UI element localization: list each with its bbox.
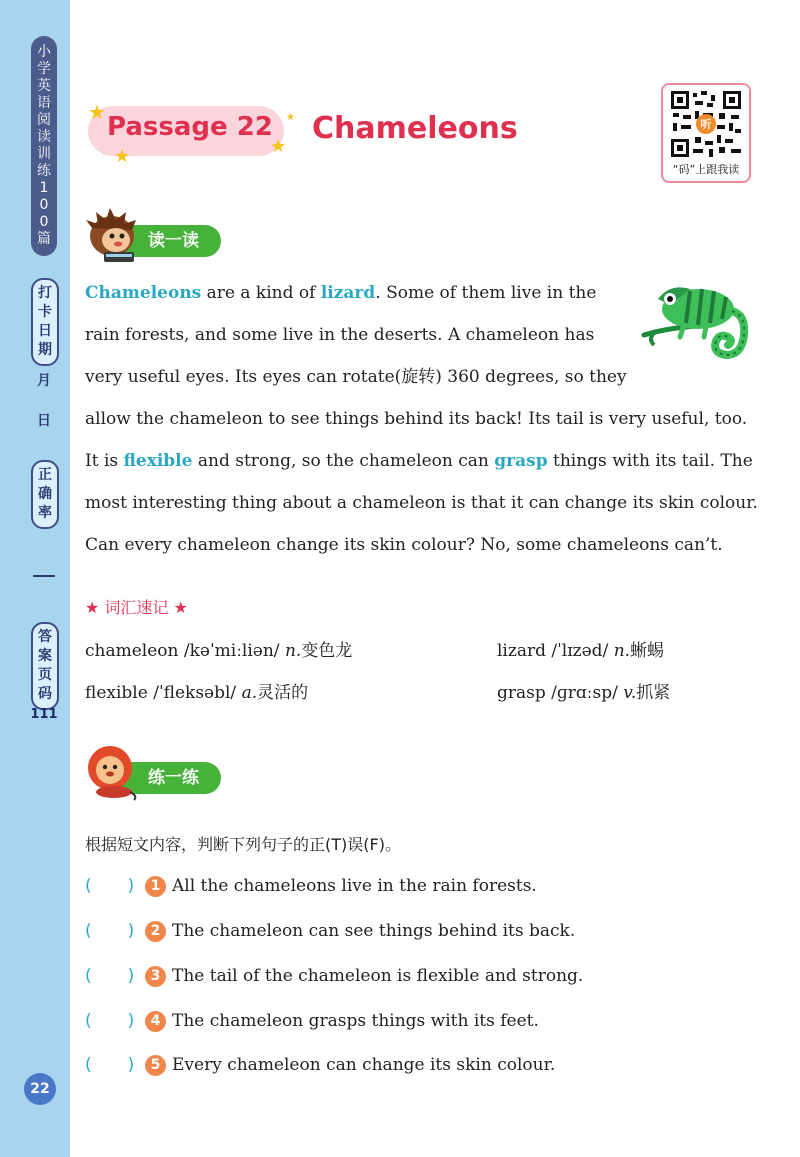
answer-blank[interactable] — [85, 921, 145, 941]
checkin-label-char: 日 — [38, 323, 52, 339]
vocab-phonetic: /kəˈmiːliən/ — [183, 641, 280, 661]
passage-line — [85, 314, 765, 356]
passage-line — [85, 482, 765, 524]
question-text: The tail of the chameleon is flexible and strong. — [172, 966, 584, 986]
passage-line — [85, 440, 765, 482]
series-title-char: 篇 — [37, 231, 51, 247]
answer-page-label-char: 码 — [38, 686, 52, 702]
practice-instruction: 根据短文内容，判断下列句子的正(T)误(F)。 — [85, 835, 401, 854]
hedgehog-reading-icon — [84, 206, 140, 266]
passage-segment: most interesting thing about a chameleon is that it can change its skin colour. — [85, 493, 758, 513]
question-number: 1 — [145, 876, 166, 897]
accuracy-label-char: 确 — [38, 486, 52, 502]
vocab-phonetic: /ˈfleksəbl/ — [153, 683, 237, 703]
paren-close: ) — [127, 966, 135, 986]
question-item — [85, 876, 537, 904]
qr-code[interactable] — [661, 83, 751, 183]
paren-open: ( — [85, 966, 92, 986]
star-icon: ★ — [286, 112, 295, 123]
answer-page-label-char: 案 — [38, 648, 52, 664]
series-title-char: 0 — [39, 197, 49, 213]
question-text: All the chameleons live in the rain forests. — [172, 876, 537, 896]
checkin-date-label — [31, 278, 59, 366]
question-text: The chameleon can see things behind its back. — [172, 921, 576, 941]
passage-line — [85, 272, 765, 314]
passage-segment: rain forests, and some live in the deserts. A chameleon has — [85, 325, 595, 345]
question-text: Every chameleon can change its skin colour. — [172, 1055, 556, 1075]
page-number: 22 — [24, 1073, 56, 1105]
practice-section-label-text: 练一练 — [148, 768, 199, 788]
answer-blank[interactable] — [85, 966, 145, 986]
passage-segment: . Some of them live in the — [375, 283, 597, 303]
accuracy-blank — [33, 575, 55, 577]
passage-line — [85, 524, 765, 566]
series-title-char: 训 — [37, 146, 51, 162]
vocab-item — [497, 678, 670, 703]
answer-page-label-char: 答 — [38, 629, 52, 645]
checkin-label-char: 打 — [38, 285, 52, 301]
vocab-phonetic: /ˈlɪzəd/ — [551, 641, 609, 661]
answer-page-label — [31, 622, 59, 710]
passage-segment: are a kind of — [201, 283, 321, 303]
vocab-pos: n. — [284, 641, 302, 661]
question-number: 4 — [145, 1011, 166, 1032]
keyword: flexible — [123, 451, 193, 471]
accuracy-label — [31, 460, 59, 529]
sidebar-scallop-edge — [58, 0, 82, 1157]
vocab-word: flexible — [85, 683, 148, 703]
paren-close: ) — [127, 1011, 135, 1031]
paren-close: ) — [127, 921, 135, 941]
series-title-char: 英 — [37, 78, 51, 94]
passage-segment: allow the chameleon to see things behind its back! Its tail is very useful, too. — [85, 409, 748, 429]
vocab-item — [85, 678, 308, 703]
paren-close: ) — [127, 1055, 135, 1075]
qr-label: “码”上跟我读 — [672, 163, 740, 176]
answer-blank[interactable] — [85, 1011, 145, 1031]
series-title — [31, 36, 57, 256]
answer-page-number: 111 — [30, 707, 58, 722]
accuracy-label-char: 正 — [38, 467, 52, 483]
star-icon: ★ — [270, 136, 287, 157]
answer-blank[interactable] — [85, 876, 145, 896]
vocab-item — [85, 636, 352, 661]
vocab-word: lizard — [497, 641, 546, 661]
passage-line — [85, 398, 765, 440]
series-title-char: 练 — [37, 163, 51, 179]
passage-segment: and strong, so the chameleon can — [192, 451, 495, 471]
keyword: lizard — [320, 283, 376, 303]
month-label: 月 — [37, 373, 51, 389]
passage-segment: Can every chameleon change its skin colour? No, some chameleons can’t. — [85, 535, 723, 555]
question-item — [85, 966, 583, 994]
question-number: 3 — [145, 966, 166, 987]
star-icon: ★ — [114, 146, 131, 167]
keyword: Chameleons — [85, 283, 202, 303]
series-title-char: 读 — [37, 129, 51, 145]
lion-mascot-icon — [84, 740, 140, 802]
keyword: grasp — [494, 451, 548, 471]
vocab-meaning: 灵活的 — [257, 683, 309, 703]
vocab-meaning: 抓紧 — [636, 683, 671, 703]
read-section-label-text: 读一读 — [148, 231, 199, 251]
answer-blank[interactable] — [85, 1055, 145, 1075]
series-title-char: 语 — [37, 95, 51, 111]
passage-text — [85, 272, 765, 566]
question-item — [85, 1011, 539, 1039]
checkin-label-char: 卡 — [38, 304, 52, 320]
series-title-char: 小 — [37, 44, 51, 60]
vocab-pos: v. — [623, 683, 637, 703]
question-text: The chameleon grasps things with its feet. — [172, 1011, 539, 1031]
vocab-meaning: 变色龙 — [301, 641, 353, 661]
vocab-pos: n. — [613, 641, 631, 661]
answer-page-label-char: 页 — [38, 667, 52, 683]
vocab-pos: a. — [241, 683, 258, 703]
series-title-char: 1 — [39, 180, 49, 196]
vocab-item — [497, 636, 664, 661]
vocab-meaning: 蜥蜴 — [630, 641, 665, 661]
question-item — [85, 921, 575, 949]
passage-line — [85, 356, 765, 398]
accuracy-label-char: 率 — [38, 505, 52, 521]
passage-segment: It is — [85, 451, 124, 471]
paren-close: ) — [127, 876, 135, 896]
passage-label: Passage 22 — [107, 112, 273, 142]
question-number: 2 — [145, 921, 166, 942]
series-title-char: 阅 — [37, 112, 51, 128]
star-icon: ★ — [88, 100, 106, 124]
vocab-phonetic: /ɡrɑːsp/ — [551, 683, 618, 703]
series-title-char: 学 — [37, 61, 51, 77]
vocab-word: grasp — [497, 683, 546, 703]
day-label: 日 — [37, 413, 51, 429]
passage-segment: things with its tail. The — [547, 451, 753, 471]
paren-open: ( — [85, 921, 92, 941]
qr-listen-badge: 听 — [700, 118, 712, 131]
paren-open: ( — [85, 876, 92, 896]
checkin-label-char: 期 — [38, 342, 52, 358]
page-title: Chameleons — [312, 111, 518, 146]
vocab-word: chameleon — [85, 641, 179, 661]
question-number: 5 — [145, 1055, 166, 1076]
question-item — [85, 1055, 555, 1083]
passage-segment: very useful eyes. Its eyes can rotate(旋转) 360 degrees, so they — [85, 367, 627, 387]
series-title-char: 0 — [39, 214, 49, 230]
paren-open: ( — [85, 1055, 92, 1075]
paren-open: ( — [85, 1011, 92, 1031]
vocab-title: ★ 词汇速记 ★ — [85, 598, 188, 617]
